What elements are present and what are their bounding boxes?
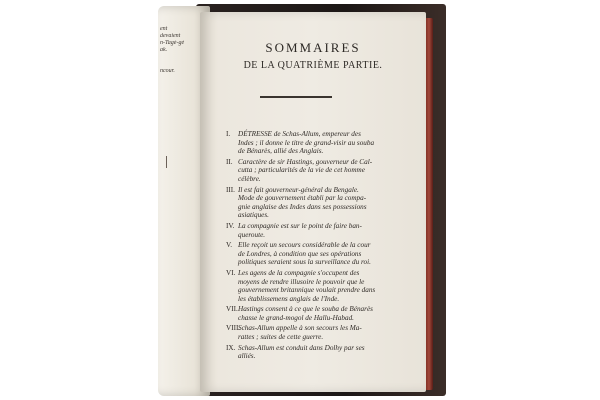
left-page-text: [160, 26, 194, 75]
summary-entry-3: [226, 186, 412, 220]
entry-line: asiatiques.: [238, 211, 269, 220]
summary-entry-9: [226, 344, 412, 361]
entry-line: de Londres, à condition que ses opérations: [238, 249, 362, 258]
left-page-mark: [166, 156, 167, 168]
left-fragment-line: devaient: [160, 33, 181, 39]
left-fragment-line: ent: [160, 26, 168, 32]
summary-entry-4: [226, 222, 412, 239]
left-fragment-line: n-Tagè-gé: [160, 40, 185, 46]
entry-line: queroute.: [238, 230, 266, 239]
entry-line: DÉTRESSE de Schas-Allum, empereur des: [238, 130, 361, 138]
entry-line: Hastings consent à ce que le souba de Bénarès: [238, 305, 373, 314]
entry-line: Caractère de sir Hastings, gouverneur de Cal-: [238, 157, 373, 166]
page-title: SOMMAIRES: [265, 40, 361, 55]
entry-line: La compagnie est sur le point de faire ban-: [238, 221, 362, 230]
entry-line: rattes ; suites de cette guerre.: [238, 333, 324, 342]
entry-number: VII.: [226, 305, 238, 314]
entry-number: III.: [226, 185, 235, 194]
entry-line: célèbre.: [238, 174, 261, 183]
title-rule: [260, 96, 332, 98]
entry-number: IX.: [226, 343, 236, 352]
entry-number: IV.: [226, 221, 235, 230]
entry-line: Indes ; il donne le titre de grand-visir au souba: [238, 138, 375, 147]
entry-line: de Bénarès, allié des Anglais.: [238, 147, 324, 156]
left-fragment-line: ncour.: [160, 68, 175, 74]
entry-line: gnie anglaise des Indes dans ses possessions: [238, 202, 367, 211]
left-fragment-line: [160, 61, 194, 68]
summary-entry-8: [226, 324, 412, 341]
summary-entry-5: [226, 241, 412, 267]
entry-number: VIII.: [226, 324, 241, 333]
cover-edge: [425, 18, 433, 390]
summary-entry-7: [226, 305, 412, 322]
entry-line: moyens de rendre illusoire le pouvoir que le: [238, 277, 365, 286]
summary-entry-2: [226, 158, 412, 184]
entry-number: VI.: [226, 268, 236, 277]
entry-number: I.: [226, 130, 231, 138]
entry-line: cutta ; particularités de la vie de cet homme: [238, 166, 365, 175]
right-page: [200, 12, 426, 392]
entry-line: Il est fait gouverneur-général du Bengale.: [238, 185, 359, 194]
entry-line: Schas-Allum est conduit dans Dolhy par ses: [238, 343, 365, 352]
entry-line: gouvernement britannique voulait prendre dans: [238, 286, 376, 295]
page-subtitle: DE LA QUATRIÈME PARTIE.: [243, 60, 383, 71]
entry-number: II.: [226, 157, 233, 166]
entry-number: V.: [226, 241, 233, 250]
left-fragment-line: [160, 54, 194, 61]
summary-entry-1: [226, 130, 412, 156]
entry-line: politiques seraient sous la surveillance du roi.: [238, 258, 371, 267]
summary-entry-6: [226, 269, 412, 303]
entry-line: Elle reçoit un secours considérable de la cour: [238, 241, 371, 250]
entry-line: Les agens de la compagnie s'occupent des: [238, 268, 360, 277]
entry-line: les établissemens anglais de l'Inde.: [238, 294, 340, 303]
left-fragment-line: ak.: [160, 47, 168, 53]
entry-line: chasse le grand-mogol de Hallu-Habad.: [238, 313, 354, 322]
entry-line: Schas-Allum appelle à son secours les Ma-: [238, 324, 362, 333]
summary-list: [226, 130, 412, 363]
entry-line: Mode de gouvernement établi par la compa-: [238, 194, 367, 203]
entry-line: alliés.: [238, 352, 256, 361]
